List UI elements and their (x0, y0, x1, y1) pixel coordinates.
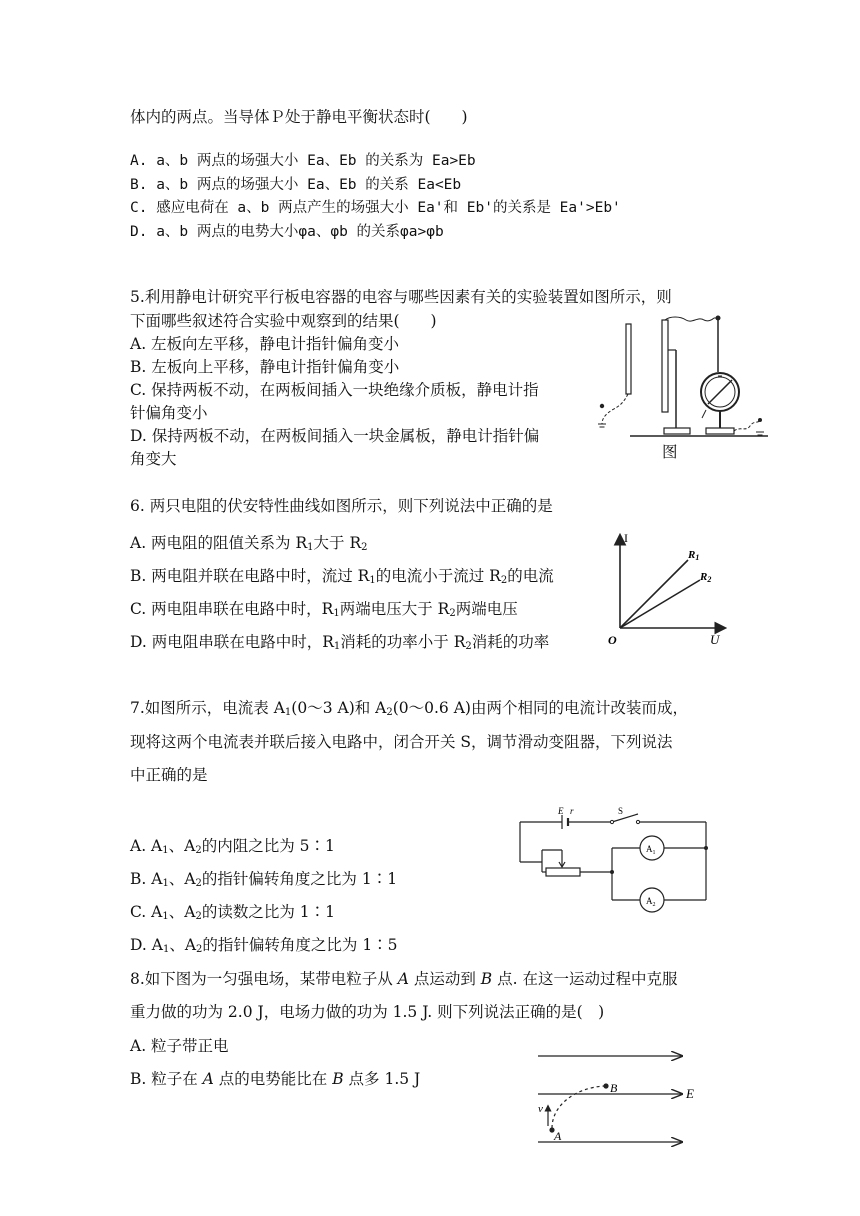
q5-figure-caption: 图 (662, 443, 678, 461)
q7-option-c: C. $A_1$、$A_2$的读数之比为 1∶1 (130, 903, 335, 922)
q5-option-c-line1: C. 保持两板不动，在两板间插入一块绝缘介质板，静电计指 (130, 381, 539, 399)
i-axis-label: I (624, 531, 628, 545)
q5-option-d-line1: D. 保持两板不动，在两板间插入一块金属板，静电计指针偏 (130, 427, 540, 445)
q8-option-b: B. 粒子在 A 点的电势能比在 B 点多 1.5 J (130, 1070, 421, 1088)
q4-stem-tail: 体内的两点。当导体Ｐ处于静电平衡状态时( ) (130, 108, 468, 126)
q5-stem-line1: 5.利用静电计研究平行板电容器的电容与哪些因素有关的实验装置如图所示，则 (130, 288, 672, 306)
q6-option-c: C. 两电阻串联在电路中时，$R_1$两端电压大于 $R_2$两端电压 (130, 600, 518, 619)
label-a: A (554, 1129, 562, 1143)
q4-option-d: D. a、b 两点的电势大小φa、φb 的关系φa>φb (130, 224, 444, 240)
label-b: B (610, 1081, 618, 1095)
q8-option-a: A. 粒子带正电 (130, 1037, 229, 1055)
q7-option-b: B. $A_1$、$A_2$的指针偏转角度之比为 1∶1 (130, 870, 398, 889)
q6-option-b: B. 两电阻并联在电路中时，流过 $R_1$的电流小于流过 $R_2$的电流 (130, 567, 554, 586)
q7-option-d: D. $A_1$、$A_2$的指针偏转角度之比为 1∶5 (130, 936, 398, 955)
q5-option-a: A. 左板向左平移，静电计指针偏角变小 (130, 335, 400, 353)
origin-label: O (608, 633, 617, 647)
q4-option-b: B. a、b 两点的场强大小 Ea、Eb 的关系 Ea<Eb (130, 177, 462, 193)
q8-stem-line2: 重力做的功为 2.0 J，电场力做的功为 1.5 J. 则下列说法正确的是( ) (130, 1003, 605, 1021)
q7-stem-line2: 现将这两个电流表并联后接入电路中，闭合开关 S，调节滑动变阻器，下列说法 (130, 733, 673, 751)
internal-resistance-label: r (570, 806, 574, 816)
circuit-diagram (512, 806, 717, 916)
r2-label: R2 (700, 571, 712, 584)
svg-text:A1: $A_1$ (646, 844, 656, 856)
emf-label: E (558, 806, 564, 816)
q7-stem-line3: 中正确的是 (130, 766, 208, 784)
particle-trajectory (552, 1086, 604, 1128)
r1-label: R1 (688, 549, 700, 562)
q4-option-a: A. a、b 两点的场强大小 Ea、Eb 的关系为 Ea>Eb (130, 153, 476, 169)
q5-option-b: B. 左板向上平移，静电计指针偏角变小 (130, 358, 400, 376)
rheostat (546, 868, 580, 876)
svg-text:A2: $A_2$ (646, 896, 656, 908)
q4-option-c: C. 感应电荷在 a、b 两点产生的场强大小 Ea'和 Eb'的关系是 Ea'>Eb' (130, 200, 621, 216)
switch-blade (612, 814, 638, 822)
q5-option-d-line2: 角变大 (130, 450, 177, 468)
q7-stem-line1: 7.如图所示，电流表 $A_1(0\sim 3$ A)和 $A_2(0\sim 0.6$ A)由两个相同的电流计改装而成， (130, 699, 688, 718)
point-b (603, 1083, 608, 1088)
label-v: v (538, 1103, 543, 1115)
q7-option-a: A. $A_1$、$A_2$的内阻之比为 5∶1 (130, 837, 335, 856)
electric-field-figure (530, 1046, 710, 1152)
switch-label: S (618, 806, 624, 816)
q6-stem: 6. 两只电阻的伏安特性曲线如图所示，则下列说法中正确的是 (130, 497, 553, 515)
q6-option-a: A. 两电阻的阻值关系为 $R_1$大于 $R_2$ (130, 534, 368, 553)
u-axis-label: U (710, 632, 720, 647)
q6-option-d: D. 两电阻串联在电路中时，$R_1$消耗的功率小于 $R_2$消耗的功率 (130, 633, 550, 652)
iv-graph (604, 528, 734, 648)
q8-stem-line1: 8.如下图为一匀强电场，某带电粒子从 A 点运动到 B 点. 在这一运动过程中克服 (130, 970, 678, 988)
q5-stem-line2: 下面哪些叙述符合实验中观察到的结果( ) (130, 312, 437, 330)
electroscope-figure (590, 314, 770, 464)
q5-option-c-line2: 针偏角变小 (130, 404, 208, 422)
field-label-e: E (686, 1086, 694, 1101)
